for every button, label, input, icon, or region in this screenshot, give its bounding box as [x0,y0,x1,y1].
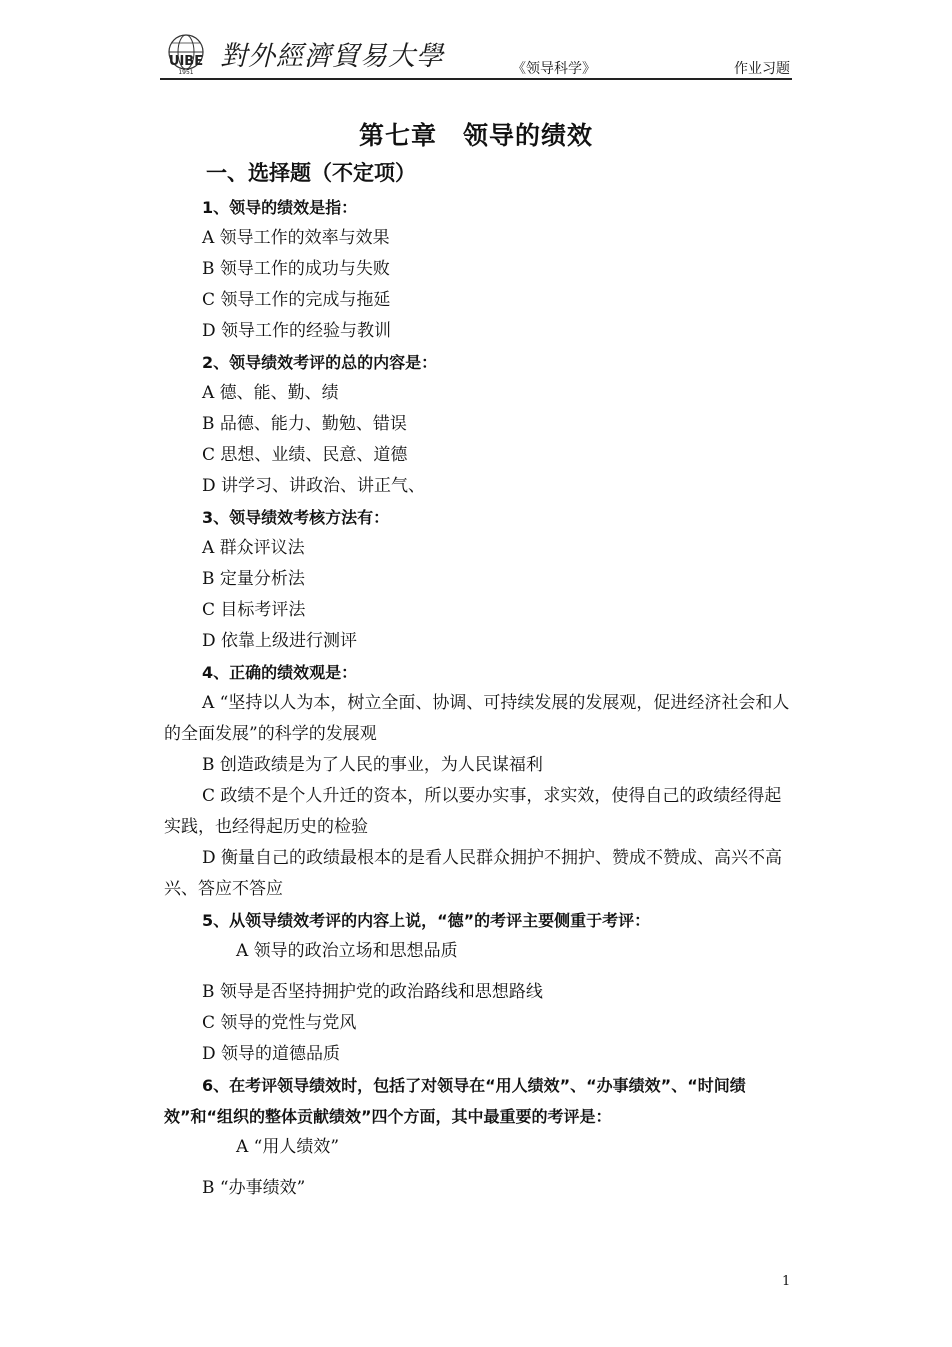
question-1-option-c: C 领导工作的完成与拖延 [202,290,391,310]
question-1-option-d: D 领导工作的经验与教训 [202,321,392,341]
question-5-option-a: A 领导的政治立场和思想品质 [236,941,458,961]
question-1-option-a: A 领导工作的效率与效果 [202,228,390,248]
question-4-option-b: B 创造政绩是为了人民的事业，为人民谋福利 [202,755,543,775]
question-6-option-a: A “用人绩效” [236,1137,340,1157]
question-3: 3、领导绩效考核方法有： [202,508,390,527]
question-2-option-c: C 思想、业绩、民意、道德 [202,445,408,465]
question-6: 6、在考评领导绩效时，包括了对领导在“用人绩效”、“办事绩效”、“时间绩效”和“组织的整体贡献绩效”四个方面，其中最重要的考评是： [164,1076,746,1126]
university-logo [160,32,212,76]
question-3-option-d: D 依靠上级进行测评 [202,631,358,651]
question-3-option-c: C 目标考评法 [202,600,306,620]
question-5: 5、从领导绩效考评的内容上说，“德”的考评主要侧重于考评： [202,911,651,930]
question-4: 4、正确的绩效观是： [202,663,358,682]
question-4-option-a: A “坚持以人为本，树立全面、协调、可持续发展的发展观，促进经济社会和人的全面发展”的科学的发展观 [164,693,790,744]
question-3-option-a: A 群众评议法 [202,538,305,558]
section-title: 一、选择题（不定项） [206,161,416,185]
question-2-option-a: A 德、能、勤、绩 [202,383,339,403]
course-title: 《领导科学》 [512,61,596,77]
question-2-option-b: B 品德、能力、勤勉、错误 [202,414,407,434]
question-5-option-c: C 领导的党性与党风 [202,1013,357,1033]
question-list [164,192,792,1204]
question-1-option-b: B 领导工作的成功与失败 [202,259,390,279]
question-4-option-c: C 政绩不是个人升迁的资本，所以要办实事，求实效，使得自己的政绩经得起实践，也经得起历史的检验 [164,786,782,837]
question-4-option-d: D 衡量自己的政绩最根本的是看人民群众拥护不拥护、赞成不赞成、高兴不高兴、答应不答应 [164,848,783,899]
question-5-option-b: B 领导是否坚持拥护党的政治路线和思想路线 [202,982,543,1002]
chapter-title: 第七章 领导的绩效 [358,121,593,150]
page-header [160,28,792,80]
question-6-option-b: B “办事绩效” [202,1178,306,1198]
question-5-option-d: D 领导的道德品质 [202,1044,341,1064]
page-number: 1 [782,1274,791,1289]
question-2: 2、领导绩效考评的总的内容是： [202,353,438,372]
document-type: 作业习题 [734,61,790,77]
question-3-option-b: B 定量分析法 [202,569,305,589]
logo-mark-text: UIBE [168,54,204,69]
question-1: 1、领导的绩效是指： [202,198,358,217]
university-name-script: 對外經濟貿易大學 [220,41,444,72]
logo-year-text: 1951 [178,69,194,76]
question-2-option-d: D 讲学习、讲政治、讲正气、 [202,476,426,496]
